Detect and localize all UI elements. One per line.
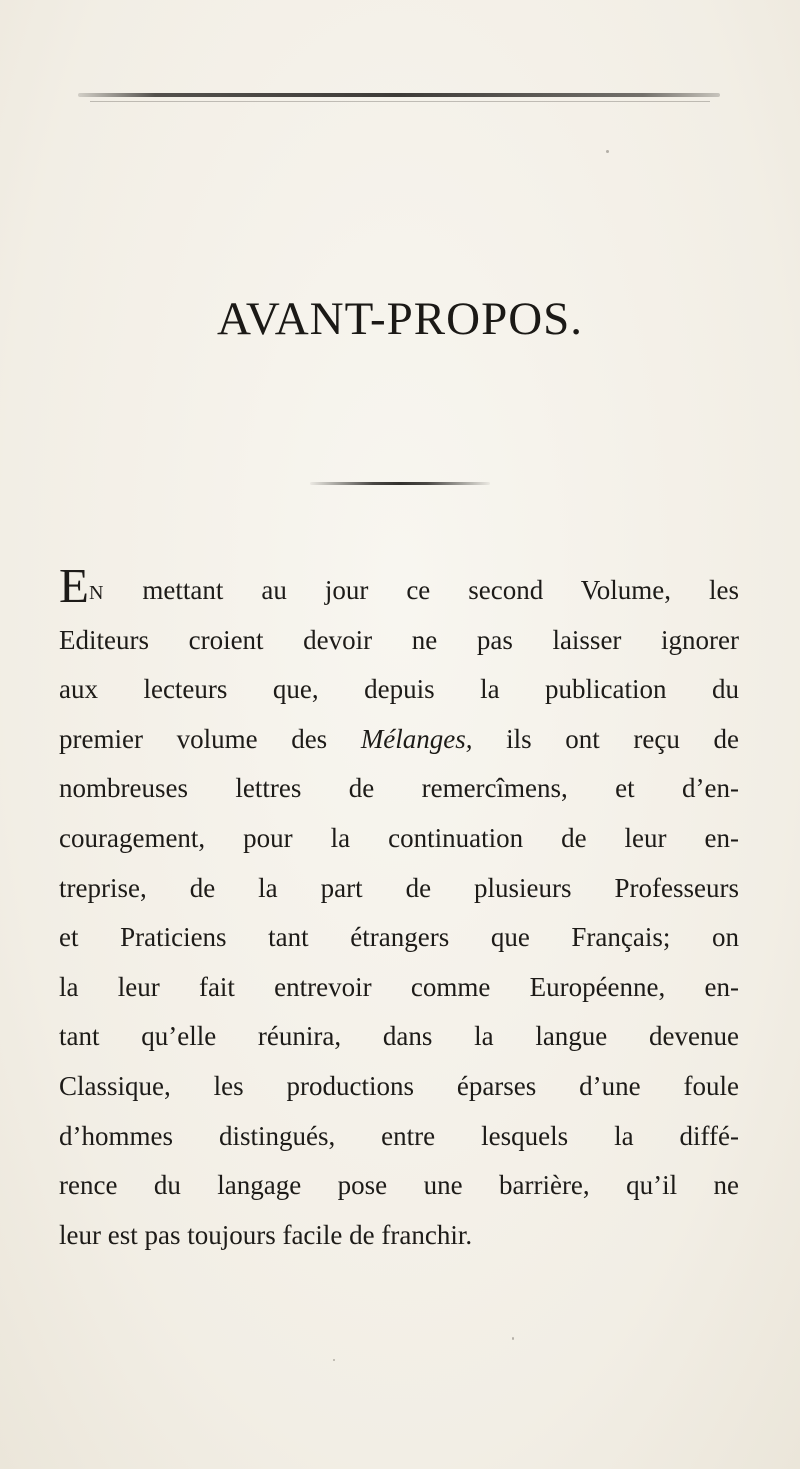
paragraph-line: [59, 558, 739, 616]
page-title: AVANT-PROPOS.: [216, 293, 584, 345]
paragraph-line: [59, 963, 739, 1013]
paragraph-line: [59, 1211, 739, 1261]
title-divider: [310, 482, 490, 485]
line-text: et Praticiens tant étrangers que Français; on: [59, 922, 739, 953]
paragraph-line: [59, 913, 739, 963]
line-text: couragement, pour la continuation de leur en-: [59, 822, 739, 853]
drop-cap: E: [59, 558, 89, 613]
line-text: d’hommes distingués, entre lesquels la diffé-: [59, 1120, 739, 1151]
paragraph-line: [59, 665, 739, 715]
paragraph-line: [59, 1012, 739, 1062]
paragraph-line: [59, 715, 739, 765]
paragraph-line: [59, 1161, 739, 1211]
line-text: premier volume des: [59, 723, 361, 754]
line-text: Editeurs croient devoir ne pas laisser ignorer: [59, 624, 739, 655]
line-text: rence du langage pose une barrière, qu’il ne: [59, 1170, 739, 1201]
italic-title: Mélanges,: [360, 723, 473, 754]
line-text: nombreuses lettres de remercîmens, et d’en-: [59, 773, 739, 804]
line-text: ils ont reçu de: [472, 723, 739, 754]
line-text: treprise, de la part de plusieurs Professeurs: [59, 872, 739, 903]
line-text: aux lecteurs que, depuis la publication du: [59, 674, 739, 705]
top-rule-thin: [90, 101, 710, 102]
paragraph-line: [59, 814, 739, 864]
paper-speck: [333, 1359, 335, 1361]
line-text: Classique, les productions éparses d’une foule: [59, 1070, 739, 1101]
paper-speck: [512, 1337, 514, 1340]
small-cap: N: [88, 582, 105, 604]
line-text: la leur fait entrevoir comme Européenne, en-: [59, 971, 739, 1002]
paragraph-line: [59, 1062, 739, 1112]
paragraph-line: [59, 1112, 739, 1162]
paragraph-line: [59, 764, 739, 814]
paragraph-line: [59, 616, 739, 666]
paragraph-line: [59, 864, 739, 914]
line-text: tant qu’elle réunira, dans la langue devenue: [59, 1021, 739, 1052]
line-text: leur est pas toujours facile de franchir.: [59, 1219, 473, 1250]
line-text: mettant au jour ce second Volume, les: [104, 575, 739, 605]
body-paragraph: [59, 558, 739, 1260]
top-rule: [78, 93, 720, 97]
paper-speck: [606, 150, 609, 153]
